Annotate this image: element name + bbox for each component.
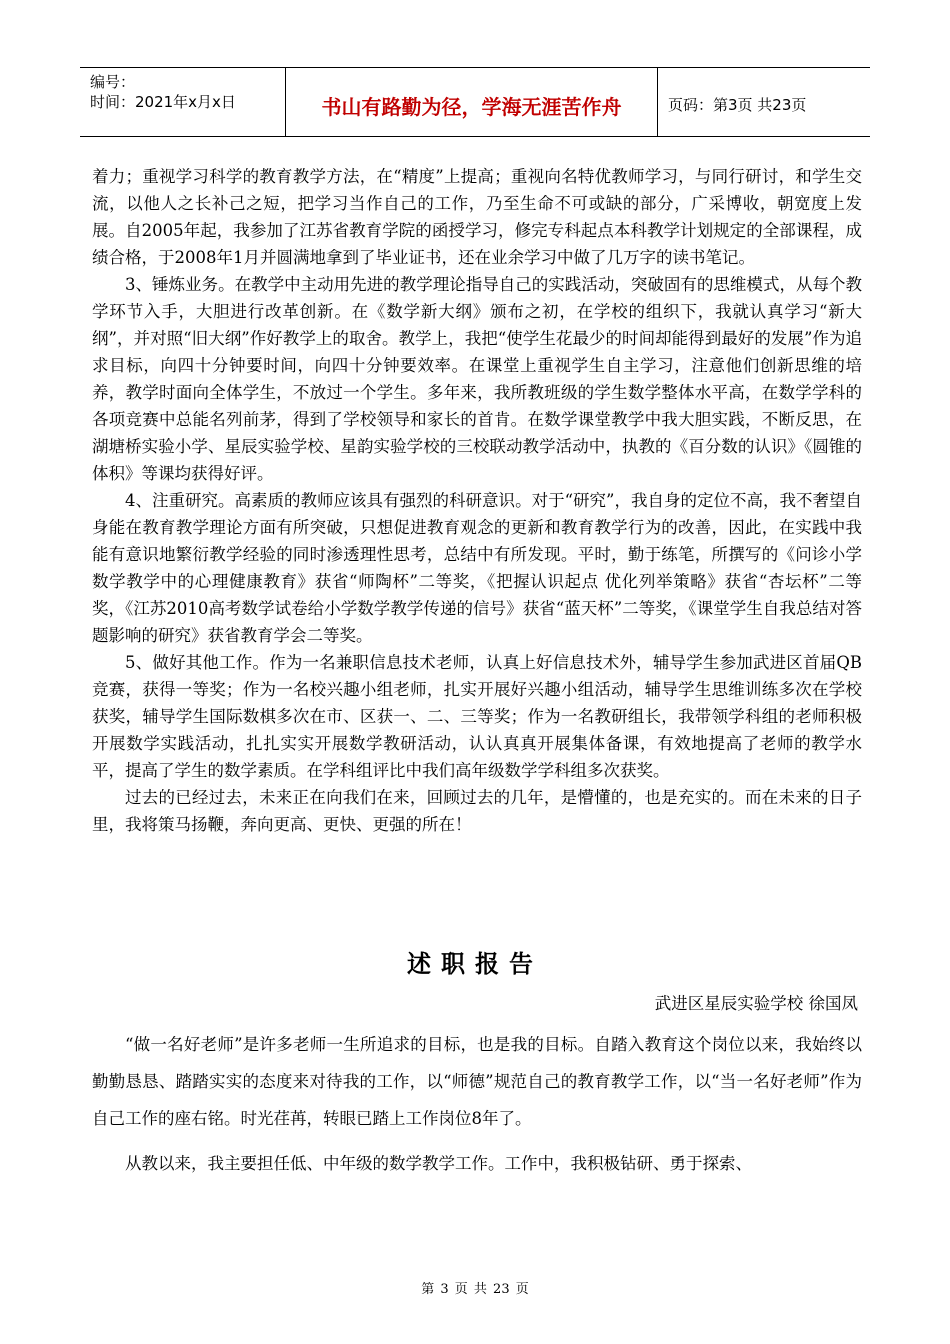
paragraph: 着力；重视学习科学的教育教学方法，在“精度”上提高；重视向名特优教师学习，与同行研讨，和学生交流，以他人之长补己之短，把学习当作自己的工作，乃至生命不可或缺的部分，广采博收，朝宽度上发展。自2005年起，我参加了江苏省教育学院的函授学习，修完专科起点本科教学计划规定的全部课程，成绩合格，于2008年1月并圆满地拿到了毕业证书，还在业余学习中做了几万字的读书笔记。 xyxy=(92,167,862,267)
paragraph: 4、注重研究。高素质的教师应该具有强烈的科研意识。对于“研究”，我自身的定位不高，我不奢望自身能在教育教学理论方面有所突破，只想促进教育观念的更新和教育教学行为的改善，因此，在实践中我能有意识地繁衍教学经验的同时渗透理性思考，总结中有所发现。平时，勤于练笔，所撰写的《问诊小学数学教学中的心理健康教育》获省“师陶杯”二等奖，《把握认识起点 优化列举策略》获省“杏坛杯”二等奖，《江苏2010高考数学试卷给小学数学教学传递的信号》获省“蓝天杯”二等奖，《课堂学生自我总结对答题影响的研究》获省教育学会二等奖。 xyxy=(92,491,862,645)
paragraph: 过去的已经过去，未来正在向我们在来，回顾过去的几年，是懵懂的，也是充实的。而在未来的日子里，我将策马扬鞭，奔向更高、更快、更强的所在！ xyxy=(92,788,862,834)
paragraph: 5、做好其他工作。作为一名兼职信息技术老师，认真上好信息技术外，辅导学生参加武进区首届QB竞赛，获得一等奖；作为一名校兴趣小组老师，扎实开展好兴趣小组活动，辅导学生思维训练多次在学校获奖，辅导学生国际数棋多次在市、区获一、二、三等奖；作为一名教研组长，我带领学科组的老师积极开展数学实践活动，扎扎实实开展数学教研活动，认认真真开展集体备课，有效地提高了老师的教学水平，提高了学生的数学素质。在学科组评比中我们高年级数学学科组多次获奖。 xyxy=(92,653,862,780)
report-body xyxy=(92,1026,862,1182)
paragraph: “做一名好老师”是许多老师一生所追求的目标，也是我的目标。自踏入教育这个岗位以来，我始终以勤勤恳恳、踏踏实实的态度来对待我的工作，以“师德”规范自己的教育教学工作，以“当一名好老师”作为自己工作的座右铭。时光荏苒，转眼已踏上工作岗位8年了。 xyxy=(92,1035,862,1128)
report-author: 武进区星辰实验学校 徐国凤 xyxy=(654,994,858,1013)
report-title: 述职报告 xyxy=(407,950,543,978)
paragraph: 从教以来，我主要担任低、中年级的数学教学工作。工作中，我积极钻研、勇于探索、 xyxy=(125,1154,752,1173)
section-body xyxy=(92,163,862,838)
header-meta xyxy=(80,68,285,136)
document-date-label: 时间：2021年x月x日 xyxy=(90,93,236,111)
document-number-label: 编号： xyxy=(90,73,136,91)
header-page-label: 页码：第3页 共23页 xyxy=(668,95,807,114)
page-header xyxy=(80,67,870,137)
paragraph: 3、锤炼业务。在教学中主动用先进的教学理论指导自己的实践活动，突破固有的思维模式，从每个教学环节入手，大胆进行改革创新。在《数学新大纲》颁布之初，在学校的组织下，我就认真学习“新大纲”，并对照“旧大纲”作好教学上的取舍。教学上，我把“使学生花最少的时间却能得到最好的发展”作为追求目标，向四十分钟要时间，向四十分钟要效率。在课堂上重视学生自主学习，注意他们创新思维的培养，教学时面向全体学生，不放过一个学生。多年来，我所教班级的学生数学整体水平高，在数学学科的各项竞赛中总能名列前茅，得到了学校领导和家长的首肯。在数学课堂教学中我大胆实践，不断反思，在湖塘桥实验小学、星辰实验学校、星韵实验学校的三校联动教学活动中，执教的《百分数的认识》《圆锥的体积》等课均获得好评。 xyxy=(92,275,862,483)
page-footer: 第 3 页 共 23 页 xyxy=(421,1282,529,1297)
header-motto: 书山有路勤为径，学海无涯苦作舟 xyxy=(285,68,658,136)
